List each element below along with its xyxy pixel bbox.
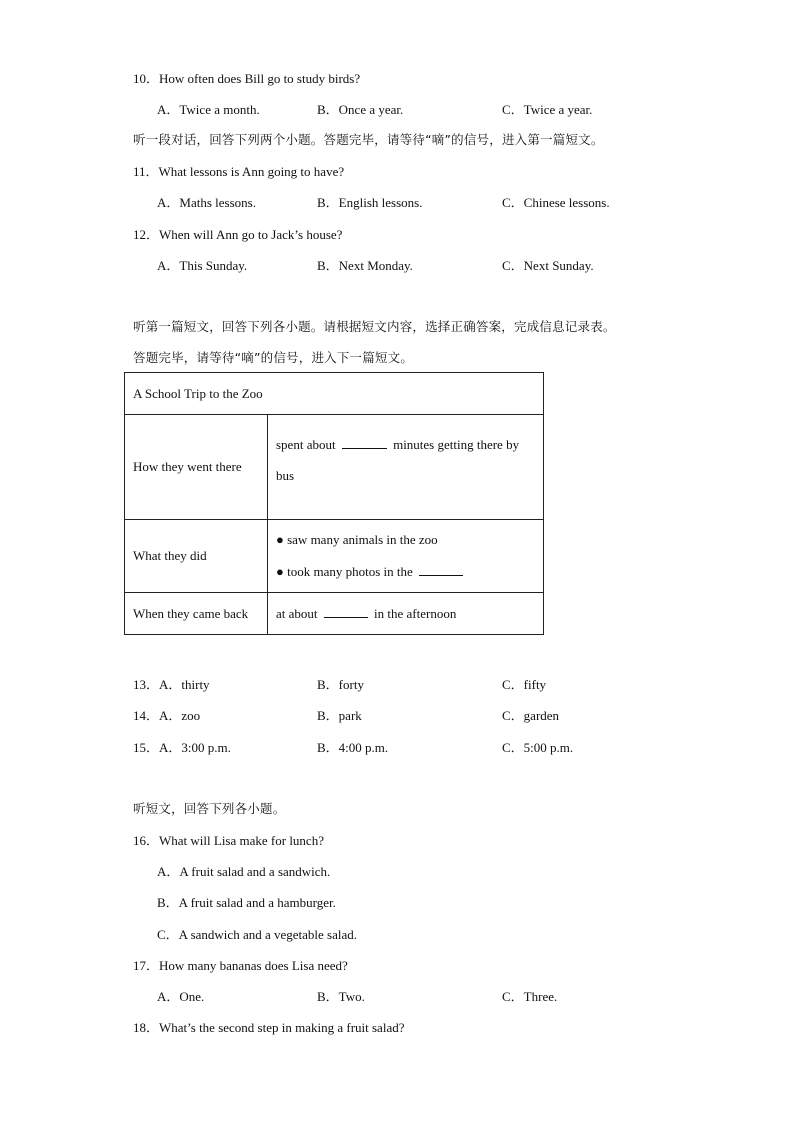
option-11-c[interactable]: C．Chinese lessons.: [502, 195, 610, 210]
option-15-b[interactable]: B．4:00 p.m.: [317, 740, 389, 755]
row-label-when: When they came back: [125, 593, 268, 635]
option-12-c[interactable]: C．Next Sunday.: [502, 258, 594, 273]
option-12-b[interactable]: B．Next Monday.: [317, 258, 413, 273]
option-10-b[interactable]: B．Once a year.: [317, 102, 404, 117]
question-16-stem: 16．What will Lisa make for lunch?: [133, 833, 324, 848]
option-13-b[interactable]: B．forty: [317, 677, 364, 692]
answer-blank-13[interactable]: [342, 437, 387, 449]
option-16-c[interactable]: C．A sandwich and a vegetable salad.: [157, 927, 357, 942]
question-18-stem: 18．What’s the second step in making a fruit salad?: [133, 1020, 405, 1035]
row-how-text-pre: spent about: [276, 437, 336, 452]
question-15-option-a[interactable]: 15．A．3:00 p.m.: [133, 740, 231, 755]
instruction-passage-2: 听短文，回答下列各小题。: [133, 801, 286, 816]
question-11-stem: 11．What lessons is Ann going to have?: [133, 164, 345, 179]
answer-blank-14[interactable]: [419, 564, 463, 576]
instruction-dialogue: 听一段对话，回答下列两个小题。答题完毕，请等待“嘀”的信号，进入第一篇短文。: [133, 132, 604, 147]
option-11-a[interactable]: A．Maths lessons.: [157, 195, 256, 210]
question-13-option-a[interactable]: 13．A．thirty: [133, 677, 210, 692]
option-10-a[interactable]: A．Twice a month.: [157, 102, 260, 117]
row-value-how: [268, 415, 544, 520]
question-10-stem: 10．How often does Bill go to study birds?: [133, 71, 361, 86]
question-12-stem: 12．When will Ann go to Jack’s house?: [133, 227, 343, 242]
option-17-a[interactable]: A．One.: [157, 989, 205, 1004]
row-what-bullet-2: ● took many photos in the: [276, 564, 413, 579]
table-title: A School Trip to the Zoo: [125, 373, 544, 415]
option-12-a[interactable]: A．This Sunday.: [157, 258, 248, 273]
row-what-bullet-1: ● saw many animals in the zoo: [276, 532, 438, 547]
option-16-b[interactable]: B．A fruit salad and a hamburger.: [157, 895, 336, 910]
row-label-how: How they went there: [125, 415, 268, 520]
row-value-what: [268, 520, 544, 593]
question-17-stem: 17．How many bananas does Lisa need?: [133, 958, 348, 973]
option-14-c[interactable]: C．garden: [502, 708, 560, 723]
option-14-b[interactable]: B．park: [317, 708, 362, 723]
option-13-c[interactable]: C．fifty: [502, 677, 547, 692]
info-record-table: [124, 372, 544, 635]
row-how-text-post: minutes getting there by: [393, 437, 520, 452]
option-15-c[interactable]: C．5:00 p.m.: [502, 740, 574, 755]
row-when-text-pre: at about: [276, 605, 318, 621]
instruction-passage-1: 听第一篇短文，回答下列各小题。请根据短文内容，选择正确答案，完成信息记录表。: [133, 319, 616, 334]
row-label-what: What they did: [125, 520, 268, 593]
option-10-c[interactable]: C．Twice a year.: [502, 102, 593, 117]
option-17-b[interactable]: B．Two.: [317, 989, 365, 1004]
option-16-a[interactable]: A．A fruit salad and a sandwich.: [157, 864, 331, 879]
option-17-c[interactable]: C．Three.: [502, 989, 558, 1004]
row-value-when: [268, 593, 544, 635]
question-14-option-a[interactable]: 14．A．zoo: [133, 708, 201, 723]
row-how-text-tail: bus: [276, 468, 295, 483]
instruction-passage-1-continued: 答题完毕，请等待“嘀”的信号，进入下一篇短文。: [133, 350, 414, 365]
option-11-b[interactable]: B．English lessons.: [317, 195, 423, 210]
row-when-text-post: in the afternoon: [374, 605, 457, 621]
answer-blank-15[interactable]: [324, 606, 368, 618]
